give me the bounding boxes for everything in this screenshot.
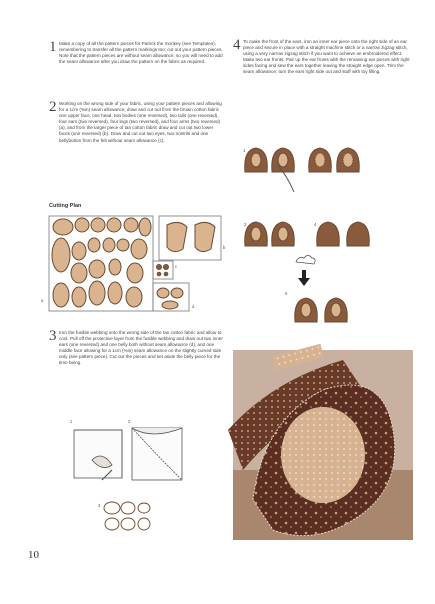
cutting-plan-label-a: a [41,298,44,303]
ear-photo [233,350,413,540]
step-4 [233,39,413,109]
step3-diagrams [72,420,192,545]
step-1 [49,41,225,91]
step-number: 2 [49,99,57,115]
cutting-plan-title: Cutting Plan [49,203,82,209]
step4-diagram-label-5: 5 [285,291,288,296]
step-number: 4 [233,37,241,53]
step-number: 3 [49,328,57,344]
step4-diagram-label-1: 1 [243,148,246,153]
cutting-plan-label-c: c [175,264,178,269]
step-number: 1 [49,39,57,55]
cutting-plan-label-b: b [223,245,226,250]
step4-diagram-label-3: 3 [244,222,247,227]
step4-diagram-label-4: 4 [314,222,317,227]
cutting-plan-diagram [49,213,229,315]
step-3 [49,330,225,390]
step3-diagram-label-3: 3 [98,503,101,508]
step-text: Iron the fusible webbing onto the wrong side of the tan cotton fabric and allow to cool. Pull off the protective layer from the fusible webbing and draw out two inner ears (one reversed) and one belly both without seam allowance (d), and one middle face allowing for a 1cm (%in) seam allowance on the slightly curved side only (see pattern piece). Cut out the pieces and set aside the belly piece for the time being. [59,330,223,366]
step3-diagram-label-2: 2 [128,419,131,424]
step4-ear-diagrams [240,140,400,335]
page-number: 10 [28,549,39,561]
step3-diagram-label-1: 1 [70,419,73,424]
step-text: To make the front of the ears, iron an inner ear piece onto the right side of an ear piece and secure in place with a straight machine stitch or a narrow zigzag stitch, using a very narrow zigzag stitch if you want to achieve an embroidered effect. Make two ear fronts. Pair up the ear fronts with the remaining ear pieces with right sides facing and sew the ears together leaving the straight edge open. Trim the seam allowance; turn the ears right side out and stuff with toy filling. [243,39,410,75]
step-text: Make a copy of all the pattern pieces for Patrick the monkey (see Templates), remembering to transfer all the pattern markings too; cut out your pattern pieces. Note that the pattern pieces are without seam allowance, so you will need to add the seam allowance after you draw the pattern on the fabric as required. [59,41,223,65]
cutting-plan-label-d: d [192,304,195,309]
step-text: Working on the wrong side of your fabric, using your pattern pieces and allowing for a 1cm (%in) seam allowance, draw and cut out from the brown cotton fabric one upper face, one head, two bodies (one reversed), two tails (one reversed), four ears (two reversed), four legs (two reversed), and four arms (two reversed) (a), and from the larger piece of tan cotton fabric draw and cut out two lower faces (one reversed) (b). Draw and cut out two eyes, two nostrils and one bellybutton from the felt without seam allowance (c). [59,101,222,143]
step-2 [49,101,225,191]
